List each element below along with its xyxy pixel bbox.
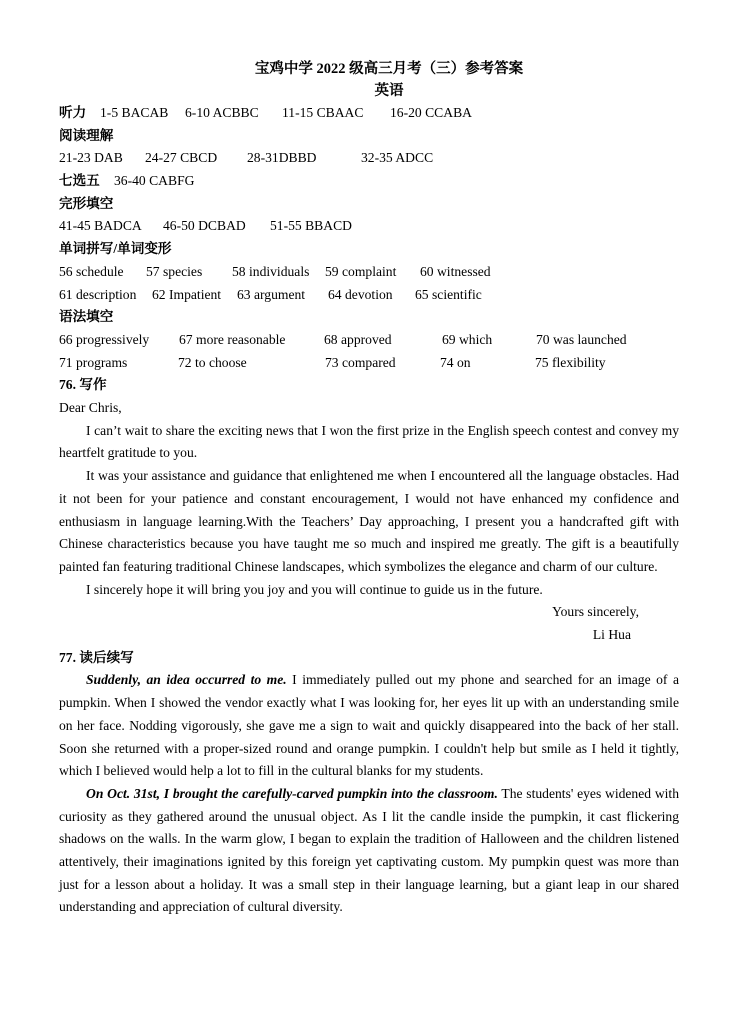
answer-item: 58 individuals: [232, 263, 310, 279]
answer-group: 16-20 CCABA: [390, 105, 472, 120]
answer-group: 24-27 CBCD: [145, 150, 218, 166]
answer-item: 60 witnessed: [420, 263, 491, 279]
answer-item: 61 description: [59, 286, 137, 302]
answer-group: 41-45 BADCA: [59, 218, 142, 234]
page-title: 宝鸡中学 2022 级高三月考（三）参考答案: [254, 61, 524, 77]
letter-paragraph: I sincerely hope it will bring you joy and you will continue to guide us in the future.: [86, 581, 543, 597]
answer-item: 74 on: [440, 354, 471, 370]
grammar-heading: 语法填空: [59, 309, 114, 325]
answer-item: 63 argument: [237, 286, 306, 302]
letter-closing: Yours sincerely,: [552, 604, 639, 620]
continuation-heading: 77. 读后续写: [59, 649, 134, 665]
answer-group: 46-50 DCBAD: [163, 218, 246, 234]
grammar-row-1: [59, 329, 679, 352]
answer-item: 75 flexibility: [535, 354, 606, 370]
grammar-row-2: [59, 352, 679, 375]
answer-item: 59 complaint: [325, 263, 397, 279]
answer-item: 56 schedule: [59, 263, 124, 279]
cloze-row: [59, 215, 679, 238]
answer-group: 6-10 ACBBC: [185, 105, 259, 120]
letter-salutation: Dear Chris,: [59, 400, 122, 416]
word-spelling-row-2: [59, 284, 679, 307]
answer-item: 67 more reasonable: [179, 331, 286, 347]
seven-choose-five-row: [59, 170, 679, 193]
letter-signature: Li Hua: [592, 627, 631, 643]
answer-item: 66 progressively: [59, 331, 150, 347]
cloze-heading: 完形填空: [59, 195, 114, 211]
continuation-paragraph-1: [59, 669, 679, 783]
letter-paragraph: I can’t wait to share the exciting news that I won the first prize in the English speech contest and convey my heartfelt gratitude to you.: [59, 422, 679, 461]
answer-item: 72 to choose: [178, 354, 247, 370]
paragraph-body: I immediately pulled out my phone and searched for an image of a pumpkin. When I showed the vendor exactly what I was looking for, her eyes lit up with an understanding smile on her face. Nodding vigorously, she gave me a sign to wait and quickly disappeared into the back of her stall. Soon she returned with a proper-sized round and orange pumpkin. I couldn't help but smile as I held it tightly, which I believed would help a lot to fill in the cultural blanks for my students.: [59, 672, 679, 779]
answer-key-page: [59, 58, 679, 919]
continuation-paragraph-2: [59, 783, 679, 919]
seven-choose-five-label: 七选五: [59, 173, 100, 189]
answer-group: 32-35 ADCC: [361, 150, 434, 166]
answer-item: 62 Impatient: [152, 286, 222, 302]
answer-group: 1-5 BACAB: [100, 105, 169, 120]
answer-item: 71 programs: [59, 354, 128, 370]
answer-item: 68 approved: [324, 331, 392, 347]
reading-heading: 阅读理解: [59, 127, 114, 143]
listening-row: [59, 102, 679, 125]
paragraph-lead-sentence: On Oct. 31st, I brought the carefully-carved pumpkin into the classroom.: [86, 785, 498, 801]
letter-paragraph: It was your assistance and guidance that enlightened me when I encountered all the language obstacles. Had it not been for your patience and constant encouragement, I would not have enhanced my confidence and enthusiasm in language learning.With the Teachers’ Day approaching, I present you a handcrafted gift with Chinese characteristics because you have taught me so much and inspired me greatly. The gift is a beautifully painted fan featuring traditional Chinese landscapes, which symbolizes the elegance and charm of our culture.: [59, 468, 679, 574]
answer-group: 11-15 CBAAC: [282, 105, 364, 120]
answer-group: 21-23 DAB: [59, 150, 123, 166]
reading-row: [59, 147, 679, 170]
writing-heading: 76. 写作: [59, 377, 107, 393]
answer-item: 70 was launched: [536, 331, 627, 347]
paragraph-lead-sentence: Suddenly, an idea occurred to me.: [86, 672, 287, 688]
answer-item: 69 which: [442, 331, 493, 347]
answer-group: 28-31DBBD: [247, 150, 317, 166]
answer-item: 73 compared: [325, 354, 396, 370]
page-subtitle: 英语: [374, 83, 404, 99]
paragraph-body: The students' eyes widened with curiosity as they gathered around the unusual object. As I lit the candle inside the pumpkin, it cast flickering shadows on the walls. In the warm glow, I began to explain the tradition of Halloween and the children listened attentively, their imaginations ignited by this foreign yet captivating custom. My pumpkin quest was more than just for a lesson about a holiday. It was a small step in their language learning, but a giant leap in our shared understanding and appreciation of cultural diversity.: [59, 785, 679, 915]
answer-group: 51-55 BBACD: [270, 218, 352, 234]
answer-item: 65 scientific: [415, 286, 482, 302]
answer-group: 36-40 CABFG: [114, 173, 195, 189]
listening-label: 听力: [59, 105, 87, 120]
word-spelling-row-1: [59, 261, 679, 284]
answer-item: 57 species: [146, 263, 203, 279]
answer-item: 64 devotion: [328, 286, 393, 302]
word-spelling-heading: 单词拼写/单词变形: [59, 241, 172, 257]
